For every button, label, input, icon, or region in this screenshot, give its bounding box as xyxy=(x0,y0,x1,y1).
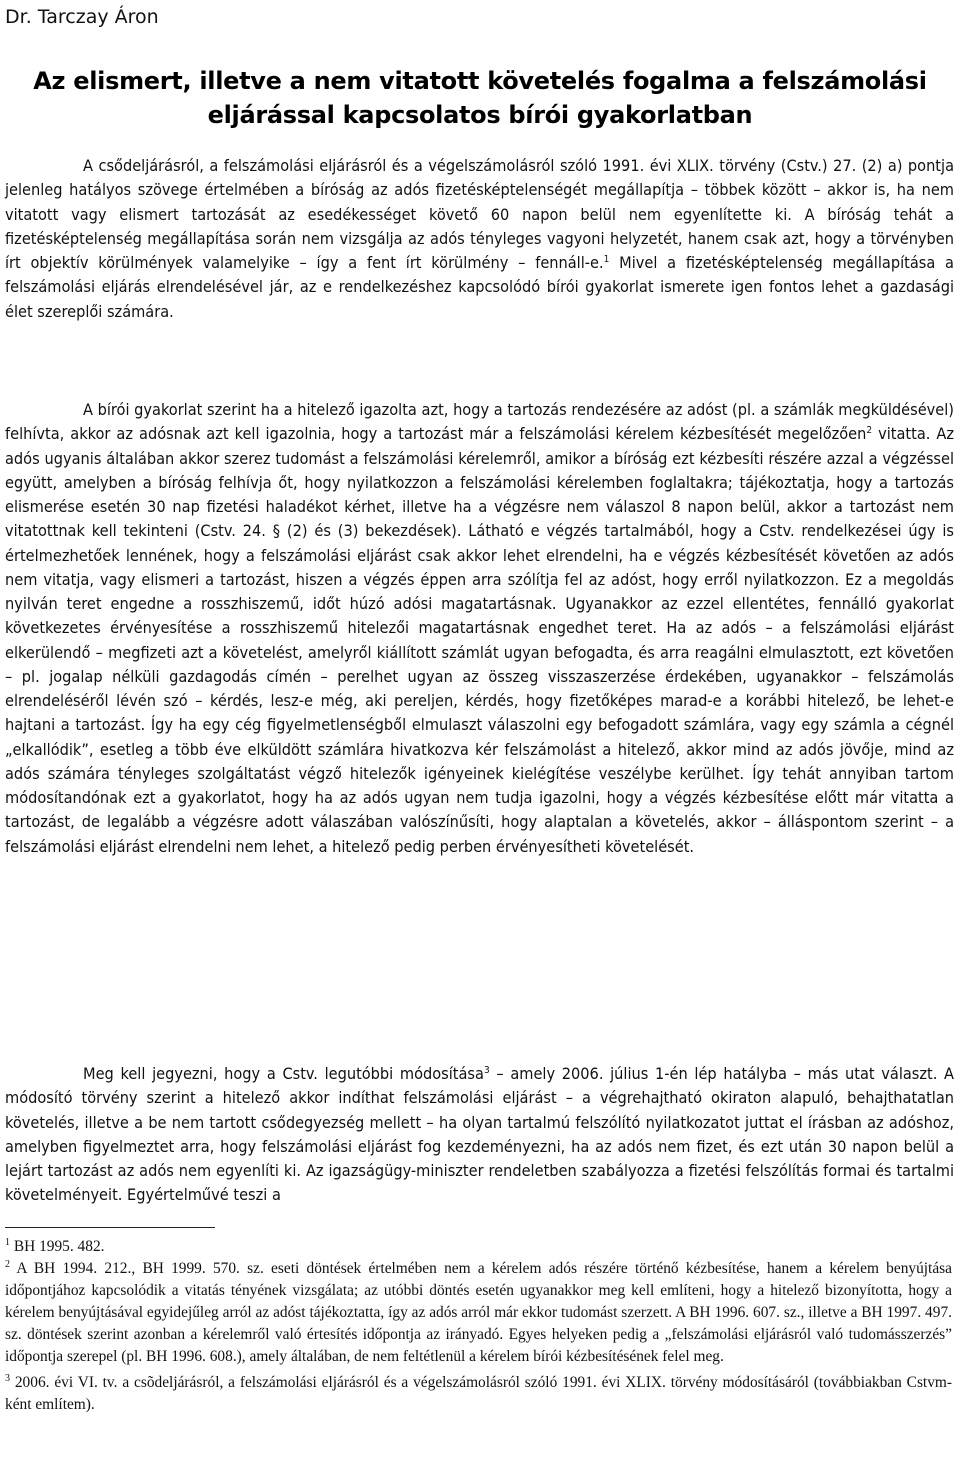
paragraph-3-tail: – amely 2006. július 1-én lép hatályba – más utat választ. A módosító törvény szerint a hitelező akkor indíthat felszámolási eljárást – a végrehajtható okiraton alapuló, behajthatatlan követelés, illetve a be nem tartott csődegyezség mellett – ha olyan tartalmú felszólító nyilatkozatot juttat el írásban az adóshoz, amelyben figyelmeztet arra, hogy felszámolási eljárást fog kezdeményezni, ha az adós nem fizet, és ezt után 30 napon belül a lejárt tartozást az adós nem egyenlíti ki. Az igazságügy-miniszter rendeletben szabályozza a fizetési felszólítás formai és tartalmi követelményeit. Egyértelművé teszi a xyxy=(5,1064,955,1205)
footnote-2-mark: 2 xyxy=(5,1259,10,1270)
title-line-2: eljárással kapcsolatos bírói gyakorlatban xyxy=(207,101,753,129)
paragraph-2 xyxy=(5,398,954,859)
paragraph-1-tail: Mivel a fizetésképtelenség megállapítása a felszámolási eljárás elrendelésével jár, az e rendelkezéshez kapcsolódó bírói gyakorlat ismerete igen fontos lehet a gazdasági élet szereplői számára. xyxy=(5,253,954,321)
footnote-1-text: BH 1995. 482. xyxy=(10,1238,105,1255)
paragraph-3 xyxy=(5,1062,954,1208)
paragraph-1 xyxy=(5,154,954,324)
footnote-ref-2: 2 xyxy=(866,425,873,437)
footnote-2-text: A BH 1994. 212., BH 1999. 570. sz. eseti döntések értelmében nem a kérelem adós részére történő kézbesítése, hanem a kérelem benyújtása időpontjához kapcsolódik a vitatás tényének vizsgálata; az utóbbi döntés esetén ugyanakkor meg kell említeni, hogy a hitelező bizonyította, hogy a kérelem benyújtásával egyidejűleg arról az adóst tájékoztatta, így az adós arról már ekkor tudomást szerzett. A BH 1996. 607. sz., illetve a BH 1997. 497. sz. döntések szerint azonban a kérelemről való értesítés időpontja az irányadó. Egyes helyeken pedig a „felszámolási eljárásról való tudomásszerzés” időpontja szerepel (pl. BH 1996. 608.), amely általában, de nem feltétlenül a kérelem bírói kézbesítésének felel meg. xyxy=(5,1260,952,1365)
footnote-3 xyxy=(5,1372,952,1416)
paragraph-2-main: A bírói gyakorlat szerint ha a hitelező igazolta azt, hogy a tartozás rendezésére az adóst (pl. a számlák megküldésével) felhívta, akkor az adósnak azt kell igazolnia, hogy a tartozást már a felszámolási kérelem kézbesítését megelőzően xyxy=(5,400,954,444)
footnote-3-mark: 3 xyxy=(5,1373,10,1384)
footnote-ref-3: 3 xyxy=(483,1065,490,1076)
author-name: Dr. Tarczay Áron xyxy=(5,6,159,28)
footnote-1 xyxy=(5,1236,952,1258)
paragraph-2-tail: vitatta. Az adós ugyanis általában akkor szerez tudomást a felszámolási kérelemről, amikor a bíróság ezt kézbesíti részére azzal a végzéssel együtt, amelyben a bíróság felhívja őt, hogy nyilatkozzon a felszámolási kérelemben foglaltakra; tájékoztatja, hogy a tartozás elismerése esetén 30 nap fizetési haladékot kérhet, illetve ha a végzésre nem válaszol 8 napon belül, akkor a tartozást nem vitatottnak kell tekinteni (Cstv. 24. § (2) és (3) bekezdések). Látható e végzés tartalmából, hogy a Cstv. rendelkezései úgy is értelmezhetőek lennének, hogy a felszámolási eljárást csak akkor lehet elrendelni, ha e végzés kézbesítését követően az adós nem vitatja, vagy elismeri a tartozást, hiszen a végzés éppen arra szólítja fel az adóst, hogy erről nyilatkozzon. Ez a megoldás nyilván teret engedne a rosszhiszemű, időt húzó adósi magatartásnak. Ugyanakkor az ezzel ellentétes, fennálló gyakorlat következetes érvényesítése a rosszhiszemű hitelezői magatartásnak engedhet teret. Ha az adós – a felszámolási eljárást elkerülendő – megfizeti azt a követelést, amelyről kiállított számlát ugyan befogadta, és arra reagálni elmulasztott, ezt követően – pl. jogalap nélküli gazdagodás címén – perelhet ugyan az összeg visszaszerzése érdekében, ugyanakkor – felszámolás elrendeléséről lévén szó – kérdés, lesz-e még, aki pereljen, kérdés, hogy fizetőképes marad-e a korábbi hitelező, be lehet-e hajtani a tartozást. Így ha egy cég figyelmetlenségből elmulaszt válaszolni egy befogadott számlára, vagy egy számla a cégnél „elkallódik”, esetleg a több éve elküldött számlára hivatkozva kér felszámolást a hitelező, akkor mind az adós jövője, mind az adós számára tényleges szolgáltatást végző hitelezők igényeinek kielégítése veszélybe kerülhet. Így tehát annyiban tartom módosítandónak ezt a gyakorlatot, hogy ha az adós ugyan nem tudja igazolni, hogy a végzés kézbesítése előtt már vitatta a tartozást, de legalább a végzésre adott válaszában valószínűsíti, hogy alaptalan a követelés, akkor – álláspontom szerint – a felszámolási eljárást elrendelni nem lehet, a hitelező pedig perben érvényesítheti követelését. xyxy=(5,424,955,856)
paragraph-2-text xyxy=(5,398,954,859)
paragraph-3-main: Meg kell jegyezni, hogy a Cstv. legutóbbi módosítása xyxy=(83,1064,484,1083)
paragraph-1-main: A csődeljárásról, a felszámolási eljárásról és a végelszámolásról szóló 1991. évi XLIX. törvény (Cstv.) 27. (2) a) pontja jelenleg hatályos szövege értelmében a bíróság az adós fizetésképtelenségét megállapítja – többek között – akkor is, ha nem vitatott vagy elismert tartozását az esedékességet követő 60 napon belül nem egyenlítette ki. A bíróság tehát a fizetésképtelenség megállapítása során nem vizsgálja az adós tényleges vagyoni helyzetét, hanem csak azt, hogy a törvényben írt objektív körülmények valamelyike – így a fent írt körülmény – fennáll-e. xyxy=(5,156,954,272)
footnote-3-text: 2006. évi VI. tv. a csõdeljárásról, a felszámolási eljárásról és a végelszámolásról szóló 1991. évi XLIX. törvény módosításáról (továbbiakban Cstvm-ként említem). xyxy=(5,1374,952,1413)
paragraph-3-text xyxy=(5,1062,954,1208)
footnotes xyxy=(5,1236,952,1416)
paragraph-1-text xyxy=(5,154,954,324)
footnote-2 xyxy=(5,1258,952,1368)
footnote-1-mark: 1 xyxy=(5,1237,10,1248)
footnote-separator xyxy=(5,1227,215,1228)
title-line-1: Az elismert, illetve a nem vitatott követelés fogalma a felszámolási xyxy=(33,67,927,95)
document-title xyxy=(0,64,960,132)
footnote-ref-1: 1 xyxy=(603,254,610,265)
